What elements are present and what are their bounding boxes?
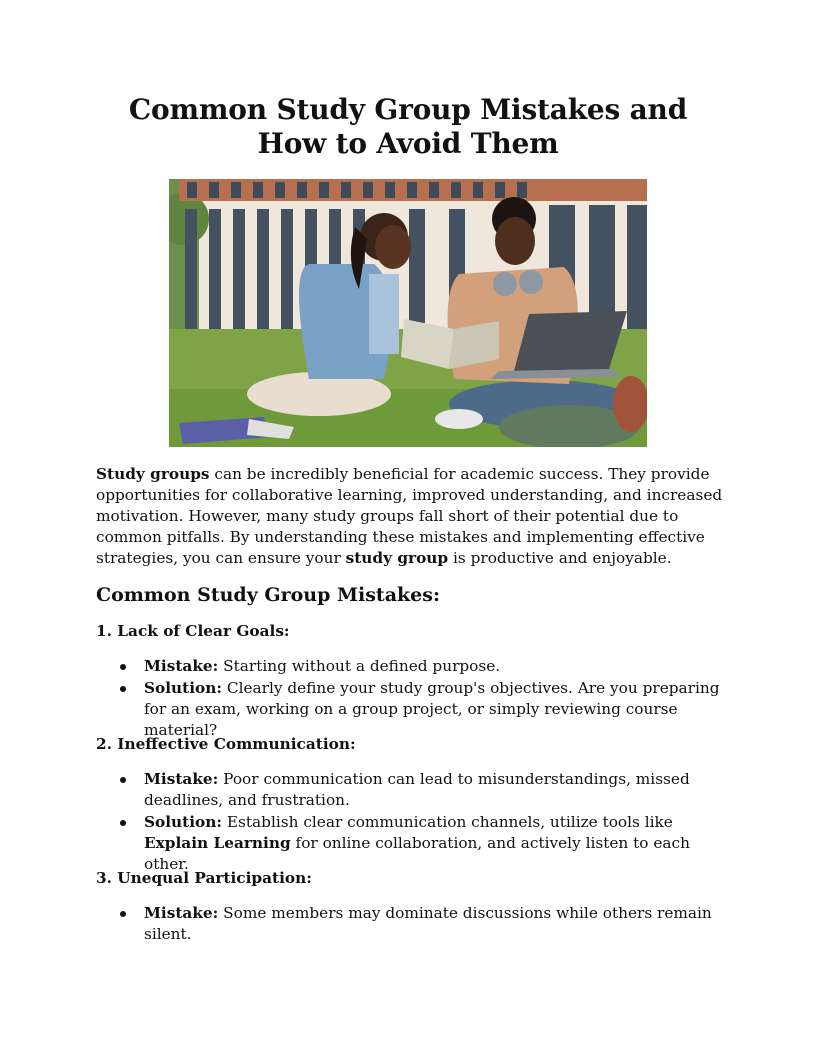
intro-paragraph (96, 464, 724, 569)
list-item (96, 678, 722, 741)
subheading-unequal-participation: 3. Unequal Participation: (96, 869, 312, 887)
list-lack-of-clear-goals (96, 656, 722, 742)
item-text: Poor communication can lead to misunderstandings, missed deadlines, and frustration. (144, 770, 690, 809)
bullet-icon (120, 664, 126, 670)
item-label: Mistake: (144, 904, 219, 922)
subheading-lack-of-clear-goals: 1. Lack of Clear Goals: (96, 622, 290, 640)
bullet-icon (120, 686, 126, 692)
list-item (96, 812, 722, 875)
item-text: Starting without a defined purpose. (218, 657, 501, 675)
intro-text-1: can be incredibly beneficial for academic success. They provide opportunities for collaborative learning, improved understanding, and increased motivation. However, many study groups fall short of their potential due to common pitfalls. By understanding these mistakes and implementing effective strategies, you can ensure your (96, 465, 723, 567)
item-text-before: Establish clear communication channels, utilize tools like (222, 813, 673, 831)
item-label: Mistake: (144, 770, 219, 788)
intro-text-2: is productive and enjoyable. (448, 549, 672, 567)
list-ineffective-communication (96, 769, 722, 876)
bullet-icon (120, 820, 126, 826)
page-title: Common Study Group Mistakes and How to Avoid Them (128, 93, 688, 160)
item-label: Mistake: (144, 657, 219, 675)
section-heading: Common Study Group Mistakes: (96, 584, 440, 606)
item-label: Solution: (144, 813, 223, 831)
intro-bold-study-groups: Study groups (96, 465, 210, 483)
intro-bold-study-group: study group (345, 549, 449, 567)
list-unequal-participation (96, 903, 722, 946)
bullet-icon (120, 911, 126, 917)
hero-image (169, 179, 647, 447)
item-text: Clearly define your study group's objectives. Are you preparing for an exam, working on a group project, or simply reviewing course material? (144, 679, 720, 739)
list-item (96, 903, 722, 945)
subheading-ineffective-communication: 2. Ineffective Communication: (96, 735, 356, 753)
item-label: Solution: (144, 679, 223, 697)
bullet-icon (120, 777, 126, 783)
item-bold-explain-learning: Explain Learning (144, 834, 291, 852)
item-text: Some members may dominate discussions while others remain silent. (144, 904, 712, 943)
item-text-after: for online collaboration, and actively listen to each other. (144, 834, 690, 873)
list-item (96, 656, 722, 677)
list-item (96, 769, 722, 811)
